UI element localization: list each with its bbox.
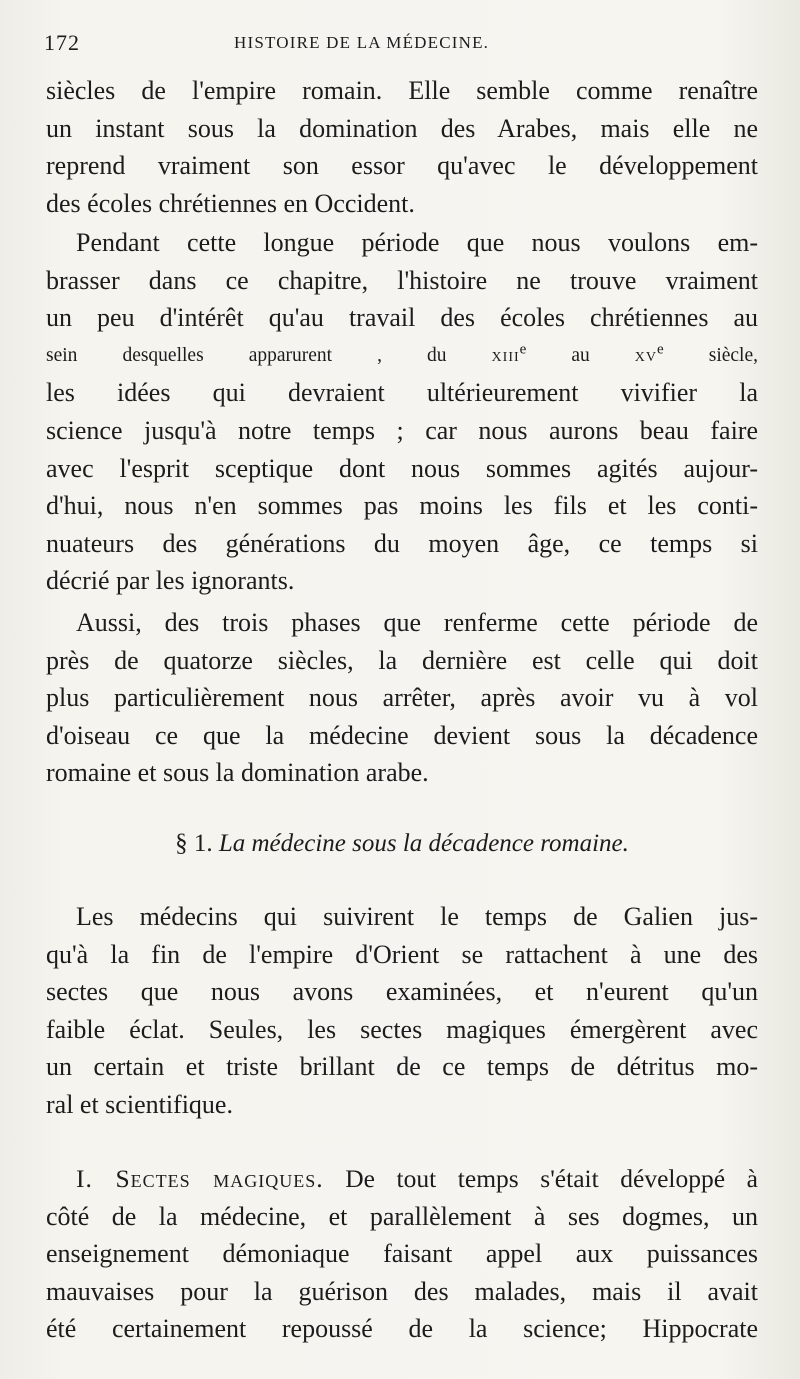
- text-line: avec l'esprit sceptique dont nous sommes agités aujour-: [46, 453, 758, 483]
- text-line: les idées qui devraient ultérieurement vivifier la: [46, 378, 758, 408]
- text-line: qu'à la fin de l'empire d'Orient se rattachent à une des: [46, 939, 758, 969]
- text-line: d'oiseau ce que la médecine devient sous la décadence: [46, 720, 758, 750]
- text-line: science jusqu'à notre temps ; car nous aurons beau faire: [46, 415, 758, 445]
- century-numeral: xiii: [491, 344, 520, 366]
- page-number: 172: [44, 30, 80, 55]
- text-line-with-heading: [46, 1160, 758, 1198]
- paragraph-1: [46, 72, 758, 222]
- text-line-centuries: [46, 337, 758, 375]
- text-line: nuateurs des générations du moyen âge, ce temps si: [46, 528, 758, 558]
- text-line: Les médecins qui suivirent le temps de Galien jus-: [76, 902, 758, 931]
- page-header: [44, 30, 756, 60]
- paragraph-2: [46, 224, 758, 600]
- text-line: un instant sous la domination des Arabes, mais elle ne: [46, 113, 758, 143]
- text-line: mauvaises pour la guérison des malades, mais il avait: [46, 1276, 758, 1306]
- text-line: Aussi, des trois phases que renferme cette période de: [76, 608, 758, 637]
- text-line: un peu d'intérêt qu'au travail des écoles chrétiennes au: [46, 303, 758, 333]
- century-numeral: xv: [634, 344, 658, 366]
- running-title: HISTOIRE DE LA MÉDECINE.: [234, 33, 490, 52]
- text-line: un certain et triste brillant de ce temps de détritus mo-: [46, 1052, 758, 1082]
- text-line: reprend vraiment son essor qu'avec le développement: [46, 151, 758, 181]
- text-line: plus particulièrement nous arrêter, après avoir vu à vol: [46, 683, 758, 713]
- paragraph-3: [46, 604, 758, 792]
- section-number: § 1.: [175, 830, 213, 857]
- text-line: sectes que nous avons examinées, et n'eurent qu'un: [46, 977, 758, 1007]
- text-line: côté de la médecine, et parallèlement à ses dogmes, un: [46, 1201, 758, 1231]
- text-fragment: au: [571, 344, 590, 366]
- text-line: ral et scientifique.: [46, 1089, 233, 1119]
- superscript: e: [519, 341, 527, 358]
- text-line: brasser dans ce chapitre, l'histoire ne trouve vraiment: [46, 265, 758, 295]
- text-fragment: siècle,: [708, 344, 758, 366]
- text-line: des écoles chrétiennes en Occident.: [46, 188, 415, 218]
- section-heading: [46, 826, 758, 862]
- text-fragment: sein desquelles apparurent , du: [46, 344, 447, 366]
- text-line: décrié par les ignorants.: [46, 566, 295, 596]
- text-line: d'hui, nous n'en sommes pas moins les fils et les conti-: [46, 491, 758, 521]
- text-line: Pendant cette longue période que nous voulons em-: [76, 228, 758, 257]
- paragraph-5: [46, 1160, 758, 1348]
- text-line: siècles de l'empire romain. Elle semble comme renaître: [46, 76, 758, 105]
- subsection-heading: I. Sectes magiques.: [76, 1164, 324, 1193]
- text-line: enseignement démoniaque faisant appel aux puissances: [46, 1239, 758, 1269]
- section-title: La médecine sous la décadence romaine.: [218, 830, 629, 857]
- superscript: e: [657, 341, 664, 358]
- text-line: près de quatorze siècles, la dernière est celle qui doit: [46, 645, 758, 675]
- paragraph-4: [46, 898, 758, 1124]
- text-fragment: De tout temps s'était développé à: [345, 1164, 758, 1193]
- text-line: été certainement repoussé de la science; Hippocrate: [46, 1314, 758, 1344]
- text-line: faible éclat. Seules, les sectes magiques émergèrent avec: [46, 1014, 758, 1044]
- text-line: romaine et sous la domination arabe.: [46, 758, 429, 788]
